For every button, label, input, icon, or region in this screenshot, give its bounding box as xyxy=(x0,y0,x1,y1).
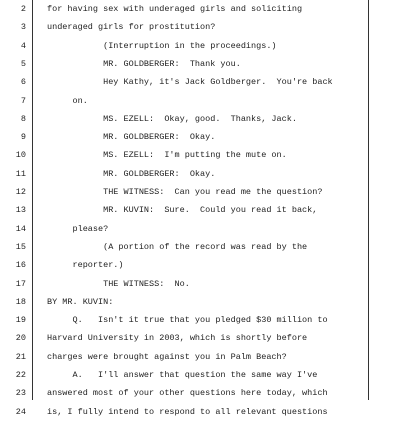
transcript-line xyxy=(0,329,400,347)
transcript-line xyxy=(0,256,400,274)
line-text: Harvard University in 2003, which is shortly before xyxy=(47,333,308,344)
line-number: 6 xyxy=(20,77,26,88)
line-text: A. I'll answer that question the same way I've xyxy=(47,370,318,380)
line-text: MR. GOLDBERGER: Okay. xyxy=(47,168,216,179)
line-text: Hey Kathy, it's Jack Goldberger. You're back xyxy=(47,77,333,88)
line-number: 15 xyxy=(15,241,26,252)
transcript-line xyxy=(0,128,400,146)
line-text: (A portion of the record was read by the xyxy=(47,241,308,252)
transcript-line xyxy=(0,183,400,201)
line-number: 3 xyxy=(20,22,26,33)
line-text: reporter.) xyxy=(47,260,124,271)
line-number: 16 xyxy=(15,260,26,271)
transcript-line xyxy=(0,201,400,219)
line-text: Q. Isn't it true that you pledged $30 million to xyxy=(47,315,328,326)
line-text: charges were brought against you in Palm Beach? xyxy=(47,351,287,362)
line-text: MR. KUVIN: Sure. Could you read it back, xyxy=(47,205,318,216)
line-number: 2 xyxy=(20,4,26,14)
line-text: MR. GOLDBERGER: Okay. xyxy=(47,132,216,143)
transcript-line xyxy=(0,146,400,164)
transcript-line xyxy=(0,293,400,311)
transcript-line xyxy=(0,384,400,402)
line-number: 17 xyxy=(15,278,26,289)
line-text: BY MR. KUVIN: xyxy=(47,296,114,307)
line-number: 14 xyxy=(15,223,26,234)
line-number: 21 xyxy=(15,351,26,362)
line-text: THE WITNESS: Can you read me the question? xyxy=(47,187,323,197)
line-text: underaged girls for prostitution? xyxy=(47,22,216,33)
line-text: is, I fully intend to respond to all relevant questions xyxy=(47,406,328,417)
transcript-line xyxy=(0,18,400,36)
line-number: 24 xyxy=(15,406,26,417)
line-text: (Interruption in the proceedings.) xyxy=(47,40,277,51)
line-number: 8 xyxy=(20,113,26,124)
line-number: 18 xyxy=(15,296,26,307)
line-number: 23 xyxy=(15,388,26,399)
line-text: MR. GOLDBERGER: Thank you. xyxy=(47,58,241,69)
line-text: on. xyxy=(47,95,88,106)
transcript-line xyxy=(0,311,400,329)
line-number: 10 xyxy=(15,150,26,161)
transcript-line xyxy=(0,238,400,256)
line-number: 11 xyxy=(15,168,26,179)
transcript-line xyxy=(0,37,400,55)
transcript-line xyxy=(0,0,400,18)
line-number: 13 xyxy=(15,205,26,216)
line-text: please? xyxy=(47,223,109,234)
line-number: 5 xyxy=(20,58,26,69)
transcript-line xyxy=(0,165,400,183)
transcript-line xyxy=(0,348,400,366)
transcript-line xyxy=(0,220,400,238)
line-number: 20 xyxy=(15,333,26,344)
transcript-line xyxy=(0,55,400,73)
line-text: MS. EZELL: I'm putting the mute on. xyxy=(47,150,287,161)
line-number: 22 xyxy=(15,370,26,380)
line-number: 9 xyxy=(20,132,26,143)
transcript-line xyxy=(0,73,400,91)
transcript-line xyxy=(0,403,400,421)
transcript-line xyxy=(0,275,400,293)
line-text: MS. EZELL: Okay, good. Thanks, Jack. xyxy=(47,113,297,124)
line-number: 7 xyxy=(20,95,26,106)
line-text: answered most of your other questions here today, which xyxy=(47,388,328,399)
transcript-line xyxy=(0,92,400,110)
line-text: for having sex with underaged girls and soliciting xyxy=(47,4,303,14)
line-number: 4 xyxy=(20,40,26,51)
line-number: 12 xyxy=(15,187,26,197)
transcript-line xyxy=(0,110,400,128)
line-number: 19 xyxy=(15,315,26,326)
transcript-line xyxy=(0,366,400,384)
line-text: THE WITNESS: No. xyxy=(47,278,190,289)
